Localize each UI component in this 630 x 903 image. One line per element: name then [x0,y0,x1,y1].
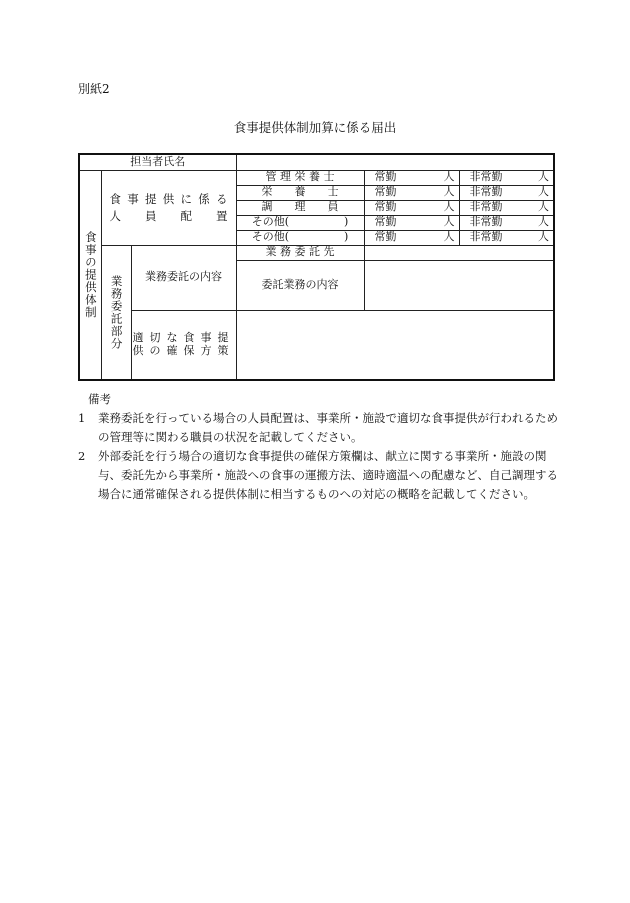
note-item [78,409,558,447]
outsourcing-content-label: 業務委託の内容 [131,245,236,310]
assurance-label-line1: 適切な食事提 [132,331,235,345]
staff-role: 栄 養 士 [236,185,364,200]
staffing-label-line1: 食 事 提 供 に 係 る [109,191,228,206]
contractor-label: 業 務 委 託 先 [236,245,364,260]
assurance-field[interactable] [236,310,554,380]
fulltime-count-field[interactable]: 常勤 人 [364,200,459,215]
assurance-label-cell [131,310,236,380]
person-in-charge-field[interactable] [236,154,554,170]
assurance-label-line2: 供の確保方策 [132,343,235,357]
parttime-count-field[interactable]: 非常勤 人 [459,185,554,200]
parttime-count-field[interactable]: 非常勤 人 [459,215,554,230]
parttime-count-field[interactable]: 非常勤 人 [459,230,554,245]
contracted-work-field[interactable] [364,260,554,310]
meal-provision-form-table [78,153,555,381]
section-label-cell [79,170,101,380]
fulltime-count-field[interactable]: 常勤 人 [364,230,459,245]
parttime-count-field[interactable]: 非常勤 人 [459,200,554,215]
contracted-work-label: 委託業務の内容 [236,260,364,310]
note-text: 外部委託を行う場合の適切な食事提供の確保方策欄は、献立に関する事業所・施設の関与、委託先から事業所・施設への食事の運搬方法、適時適温への配慮など、自己調理する場合に通常確保される提供体制に相当するものへの対応の概略を記載してください。 [98,449,558,501]
notes-heading: 備考 [88,392,111,406]
staff-role: 管 理 栄 養 士 [236,170,364,185]
note-number: 1 [78,411,86,425]
staffing-label [102,191,236,225]
contractor-field[interactable] [364,245,554,260]
staff-role: 調 理 員 [236,200,364,215]
note-item [78,447,558,504]
notes-section [78,390,558,504]
outsourcing-label-cell [101,245,131,380]
fulltime-count-field[interactable]: 常勤 人 [364,170,459,185]
person-in-charge-label: 担当者氏名 [79,154,236,170]
staffing-label-line2: 人 員 配 置 [109,208,228,223]
staff-role[interactable]: その他( ) [236,215,364,230]
section-label: 食事の提供体制 [83,231,98,319]
outsourcing-label: 業務委託部分 [109,274,124,350]
fulltime-count-field[interactable]: 常勤 人 [364,185,459,200]
note-number: 2 [78,449,86,463]
note-text: 業務委託を行っている場合の人員配置は、事業所・施設で適切な食事提供が行われるための管理等に関わる職員の状況を記載してください。 [98,411,558,444]
parttime-count-field[interactable]: 非常勤 人 [459,170,554,185]
fulltime-count-field[interactable]: 常勤 人 [364,215,459,230]
form-title: 食事提供体制加算に係る届出 [233,120,397,135]
staff-role[interactable]: その他( ) [236,230,364,245]
attachment-label: 別紙2 [78,82,110,96]
staffing-label-cell [101,170,236,245]
